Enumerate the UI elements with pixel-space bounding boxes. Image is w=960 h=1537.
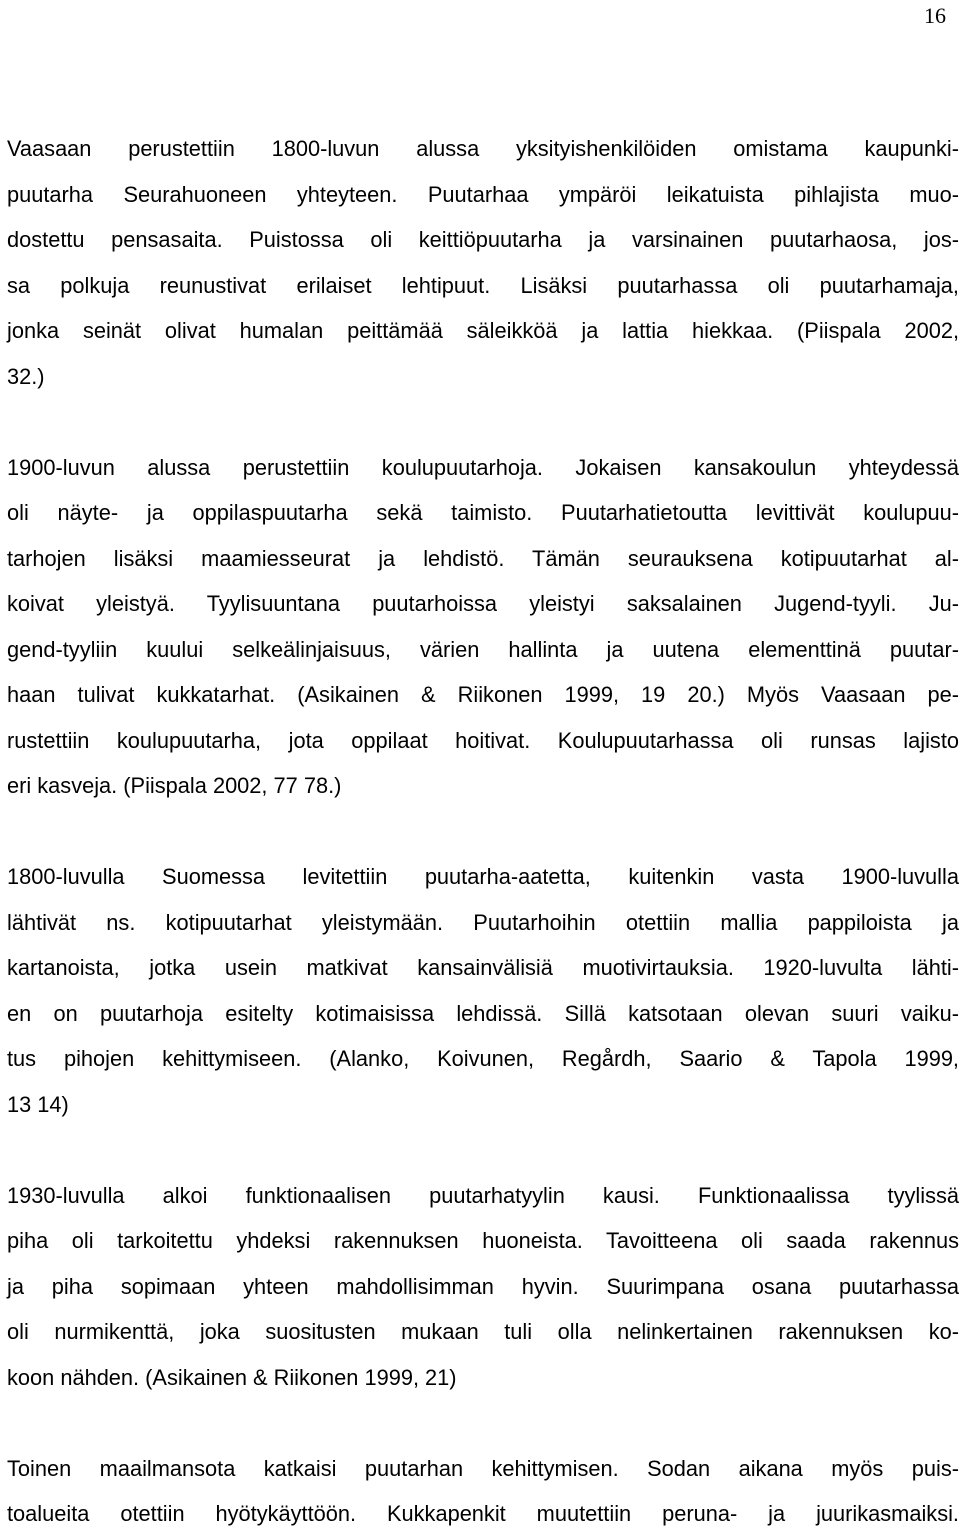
document-body [7,126,959,1537]
text-line: haan tulivat kukkatarhat. (Asikainen & Riikonen 1999, 19 20.) Myös Vaasaan pe- [7,682,959,707]
text-line: gend-tyyliin kuului selkeälinjaisuus, värien hallinta ja uutena elementtinä puutar- [7,636,959,662]
paragraph-gap [7,1400,959,1446]
text-line: 1800-luvulla Suomessa levitettiin puutarha-aatetta, kuitenkin vasta 1900-luvulla [7,864,959,889]
text-line: lähtivät ns. kotipuutarhat yleistymään. Puutarhoihin otettiin mallia pappiloista ja [7,909,959,935]
text-line: sa polkuja reunustivat erilaiset lehtipuut. Lisäksi puutarhassa oli puutarhamaja, [7,272,959,298]
text-line: oli näyte- ja oppilaspuutarha sekä taimisto. Puutarhatietoutta levittivät koulupuu- [7,500,959,525]
paragraph [7,854,959,1127]
text-line: 13 14) [7,1091,69,1117]
text-line: tus pihojen kehittymiseen. (Alanko, Koivunen, Regårdh, Saario & Tapola 1999, [7,1046,959,1071]
paragraph [7,445,959,809]
text-line: puutarha Seurahuoneen yhteyteen. Puutarhaa ympäröi leikatuista pihlajista muo- [7,181,959,207]
paragraph [7,1446,959,1537]
paragraph [7,1173,959,1401]
text-line: ja piha sopimaan yhteen mahdollisimman hyvin. Suurimpana osana puutarhassa [7,1273,959,1299]
text-line: Toinen maailmansota katkaisi puutarhan kehittymisen. Sodan aikana myös puis- [7,1455,959,1481]
page-number: 16 [924,3,946,28]
text-line: piha oli tarkoitettu yhdeksi rakennuksen huoneista. Tavoitteena oli saada rakennus [7,1228,959,1253]
text-line: toalueita otettiin hyötykäyttöön. Kukkapenkit muutettiin peruna- ja juurikasmaiksi. [7,1501,959,1526]
text-line: koivat yleistyä. Tyylisuuntana puutarhoissa yleistyi saksalainen Jugend-tyyli. Ju- [7,591,959,616]
paragraph [7,126,959,399]
text-line: kartanoista, jotka usein matkivat kansainvälisiä muotivirtauksia. 1920-luvulta lähti- [7,955,959,980]
text-line: Vaasaan perustettiin 1800-luvun alussa yksityishenkilöiden omistama kaupunki- [7,136,959,161]
text-line: koon nähden. (Asikainen & Riikonen 1999, 21) [7,1364,457,1390]
paragraph-gap [7,399,959,445]
text-line: 1900-luvun alussa perustettiin koulupuutarhoja. Jokaisen kansakoulun yhteydessä [7,454,959,480]
text-line: rustettiin koulupuutarha, jota oppilaat hoitivat. Koulupuutarhassa oli runsas lajisto [7,727,959,753]
text-line: 32.) [7,363,45,389]
text-line: dostettu pensasaita. Puistossa oli keittiöpuutarha ja varsinainen puutarhaosa, jos- [7,227,959,252]
text-line: en on puutarhoja esitelty kotimaisissa lehdissä. Sillä katsotaan olevan suuri vaiku- [7,1000,959,1026]
text-line: jonka seinät olivat humalan peittämää säleikköä ja lattia hiekkaa. (Piispala 2002, [7,318,959,343]
text-line: oli nurmikenttä, joka suositusten mukaan tuli olla nelinkertainen rakennuksen ko- [7,1319,959,1344]
paragraph-gap [7,1127,959,1173]
text-line: 1930-luvulla alkoi funktionaalisen puutarhatyylin kausi. Funktionaalissa tyylissä [7,1182,959,1208]
paragraph-gap [7,809,959,855]
text-line: eri kasveja. (Piispala 2002, 77 78.) [7,773,342,798]
text-line: tarhojen lisäksi maamiesseurat ja lehdistö. Tämän seurauksena kotipuutarhat al- [7,545,959,571]
